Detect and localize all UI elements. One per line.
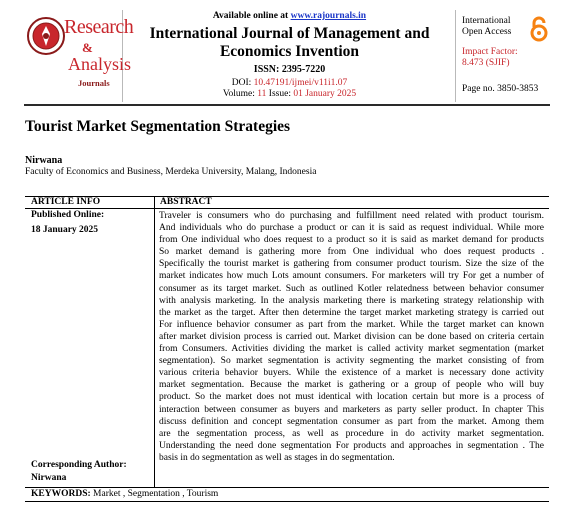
abstract-line: Traveler is consumers who do purchasing and fulfillment need related with product tourism. <box>159 211 544 221</box>
abstract-line: Understanding the need done segmentation For products and approaches in segmentation . The <box>159 440 544 451</box>
journal-website-link[interactable]: www.rajournals.in <box>290 11 367 21</box>
journal-info <box>124 10 455 102</box>
abstract-line: segmentation). So market segmentation is activity segmenting the market consisting of from <box>159 356 544 367</box>
abstract-line: consumer as its target market. Such as outlined Kotler relatedness between behavior consumer <box>159 283 544 294</box>
abstract-line: interaction between consumer as buyers and marketers as party seller product. In chapter This <box>159 404 544 415</box>
issn: ISSN: 2395-7220 <box>253 64 326 75</box>
abstract-line: For influence behavior consumer as part from the market. While the target market can known <box>159 319 544 330</box>
article-info-heading: ARTICLE INFO <box>31 197 101 207</box>
abstract-heading: ABSTRACT <box>160 197 212 207</box>
abstract-line: from Consumers. Activities dividing the market is called activity market segmentation (market <box>159 344 544 355</box>
keywords-line: KEYWORDS: Market , Segmentation , Tourism <box>31 489 219 499</box>
open-access-label: International Open Access <box>462 16 512 37</box>
table-column-divider <box>154 196 155 488</box>
seal-icon <box>26 14 66 58</box>
journal-meta <box>455 10 550 102</box>
table-bottom-rule <box>25 501 549 502</box>
abstract-line: from One individual who does request to a product so it is said as market demand for products <box>159 235 544 246</box>
abstract-text <box>159 210 544 464</box>
published-online-label: Published Online: <box>31 210 105 220</box>
abstract-line: market indicates how much Lots amount consumers. For marketers will try For get a number of <box>159 271 544 282</box>
doi-line: DOI: 10.47191/ijmei/v11i1.07 <box>231 78 348 88</box>
table-header-rule <box>25 208 549 209</box>
journal-title: International Journal of Management and Economics Invention <box>149 25 430 60</box>
author-name: Nirwana <box>25 155 63 166</box>
page-numbers: Page no. 3850-3853 <box>462 84 539 94</box>
doi-value[interactable]: 10.47191/ijmei/v11i1.07 <box>253 78 348 88</box>
author-affiliation: Faculty of Economics and Business, Merdeka University, Malang, Indonesia <box>25 167 317 177</box>
abstract-line: various criteria behavior buyers. While the existence of a market is necessary done activity <box>159 368 544 379</box>
abstract-line: are the segmentation process, as well as procedure in do activity market segmentation. <box>159 428 544 439</box>
table-top-rule <box>25 196 549 197</box>
abstract-line: Specifically the tourist market is gathering from consumer product tourism. Size the size of the <box>159 259 544 270</box>
abstract-line: with analysis marketing. In the analysis marketing there is marketing strategy relationship with <box>159 295 544 306</box>
availability-line: Available online at www.rajournals.in <box>212 11 367 21</box>
corresponding-author-label: Corresponding Author: <box>31 460 127 470</box>
open-access-lock-icon <box>530 16 548 42</box>
keywords-rule <box>25 487 549 488</box>
journal-header <box>24 10 550 102</box>
abstract-line: product. So the market does not must identical with location certain but more is a process of <box>159 392 544 403</box>
abstract-line: market segmentation. Because the market is gathering or a group of people who will buy <box>159 380 544 391</box>
volume-issue-line: Volume: 11 Issue: 01 January 2025 <box>222 89 357 99</box>
abstract-line: after market division process is carried out. Market division can be done based on criteria certain <box>159 331 544 342</box>
abstract-line: And individuals who do purchase a product or can it is said as request individual. While more <box>159 223 544 234</box>
header-divider <box>24 104 550 106</box>
publisher-logo: Research & Analysis Journals <box>24 10 123 102</box>
abstract-line: discuss definition and concept segmentation consumer as part from the market. Among them <box>159 416 544 427</box>
paper-title: Tourist Market Segmentation Strategies <box>25 118 291 135</box>
corresponding-author-name: Nirwana <box>31 473 67 483</box>
abstract-line: basis in do segmentation as well as stages in do segmentation. <box>159 452 395 463</box>
abstract-line: So market demand is gathering more from One individual who does request products . <box>159 247 544 258</box>
abstract-line: the market as the target. After then determine the target market marketing strategy is carried out <box>159 307 544 318</box>
published-date: 18 January 2025 <box>31 225 99 235</box>
impact-factor: Impact Factor: 8.473 (SJIF) <box>462 47 518 68</box>
